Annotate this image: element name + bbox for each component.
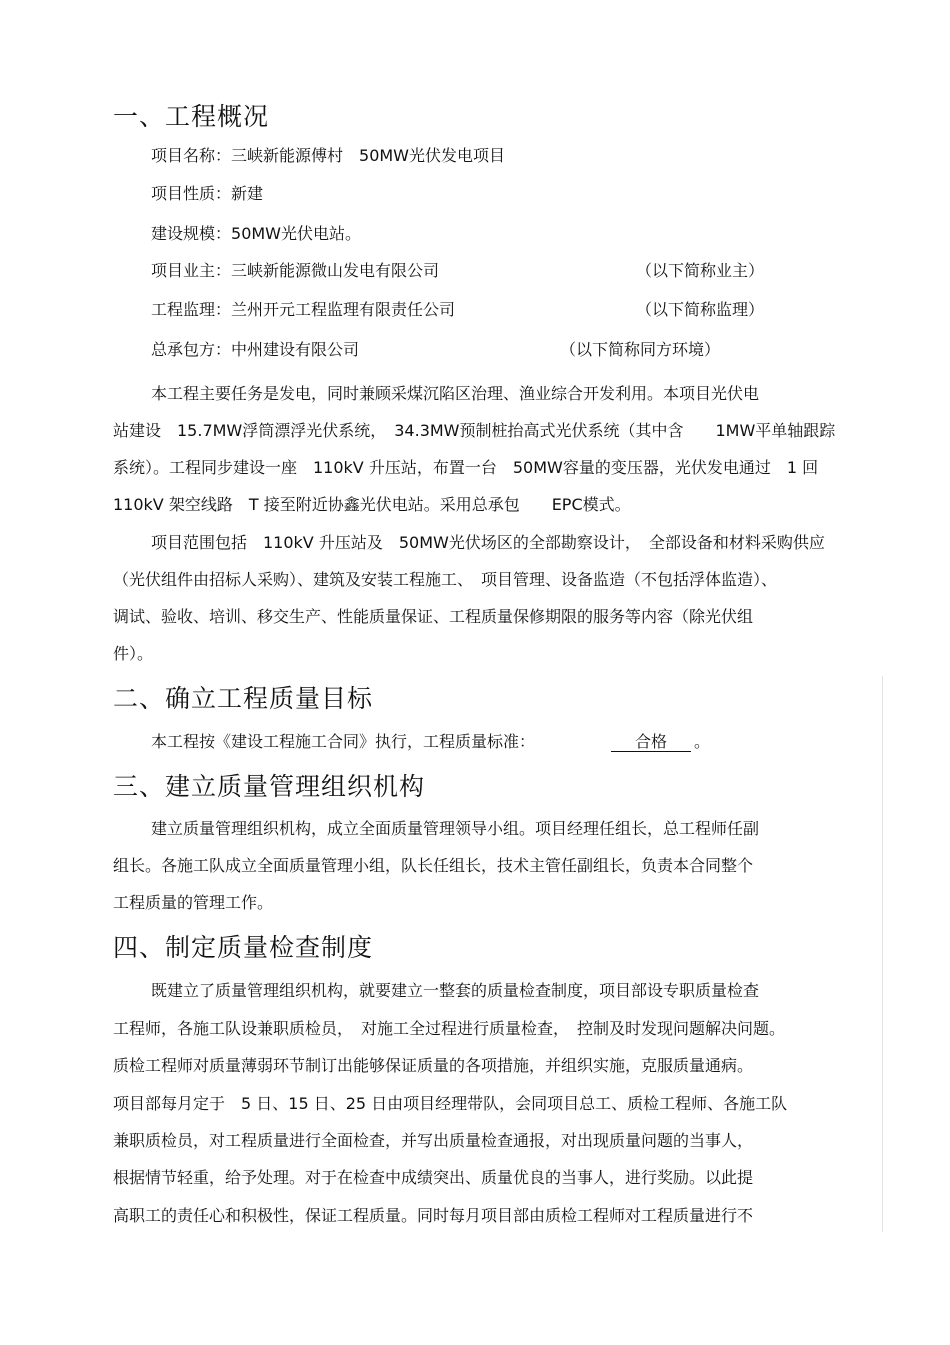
build-scale-label: 建设规模： [151, 224, 232, 243]
project-owner-label: 项目业主： [151, 261, 232, 280]
paragraph-line: 件）。 [113, 644, 154, 663]
paragraph-line: 建立质量管理组织机构，成立全面质量管理领导小组。项目经理任组长，总工程师任副 [151, 819, 760, 838]
paragraph-line: 本工程主要任务是发电，同时兼顾采煤沉陷区治理、渔业综合开发利用。本项目光伏电 [151, 384, 760, 403]
contractor-value: 中州建设有限公司 [231, 340, 360, 359]
project-owner-line [151, 260, 439, 282]
quality-standard-value: 合格 [611, 733, 691, 752]
build-scale-line [151, 223, 361, 245]
contractor-line [151, 339, 359, 361]
paragraph-line: 兼职质检员，对工程质量进行全面检查，并写出质量检查通报，对出现质量问题的当事人， [113, 1131, 754, 1150]
supervisor-label: 工程监理： [151, 300, 232, 319]
section-1-heading: 一、工程概况 [113, 102, 270, 131]
paragraph-line: 项目范围包括 110kV 升压站及 50MW光伏场区的全部勘察设计， 全部设备和材料采购供应 [151, 533, 825, 552]
contractor-note: （以下简称同方环境） [560, 340, 721, 359]
paragraph-line: 组长。各施工队成立全面质量管理小组，队长任组长，技术主管任副组长，负责本合同整个 [113, 856, 754, 875]
contractor-label: 总承包方： [151, 340, 232, 359]
quality-standard-text: 本工程按《建设工程施工合同》执行，工程质量标准： [151, 732, 536, 751]
paragraph-line: （光伏组件由招标人采购）、建筑及安装工程施工、 项目管理、设备监造（不包括浮体监造）、 [113, 570, 778, 589]
quality-standard-field [611, 731, 691, 753]
paragraph-line: 项目部每月定于 5 日、15 日、25 日由项目经理带队，会同项目总工、质检工程师、各施工队 [113, 1094, 788, 1113]
supervisor-note: （以下简称监理） [636, 300, 765, 319]
project-nature-line [151, 183, 263, 205]
page-edge-rule [882, 676, 883, 1232]
quality-standard-end: 。 [694, 732, 711, 751]
paragraph-line: 110kV 架空线路 T 接至附近协鑫光伏电站。采用总承包 EPC模式。 [113, 495, 631, 514]
section-3-heading: 三、建立质量管理组织机构 [113, 772, 426, 801]
project-name-value: 三峡新能源傅村 50MW光伏发电项目 [231, 146, 506, 165]
paragraph-line: 调试、验收、培训、移交生产、性能质量保证、工程质量保修期限的服务等内容（除光伏组 [113, 607, 754, 626]
paragraph-line: 站建设 15.7MW浮筒漂浮光伏系统， 34.3MW预制桩抬高式光伏系统（其中含 1MW平单轴跟踪 [113, 421, 836, 440]
supervisor-value: 兰州开元工程监理有限责任公司 [231, 300, 456, 319]
paragraph-line: 质检工程师对质量薄弱环节制订出能够保证质量的各项措施，并组织实施，克服质量通病。 [113, 1056, 754, 1075]
section-4-heading: 四、制定质量检查制度 [113, 933, 374, 962]
paragraph-line: 系统）。工程同步建设一座 110kV 升压站，布置一台 50MW容量的变压器，光伏发电通过 1 回 [113, 458, 819, 477]
project-name-line [151, 145, 505, 167]
paragraph-line: 高职工的责任心和积极性，保证工程质量。同时每月项目部由质检工程师对工程质量进行不 [113, 1206, 754, 1225]
supervisor-line [151, 299, 455, 321]
paragraph-line: 工程质量的管理工作。 [113, 893, 274, 912]
paragraph-line: 根据情节轻重，给予处理。对于在检查中成绩突出、质量优良的当事人，进行奖励。以此提 [113, 1168, 754, 1187]
build-scale-value: 50MW光伏电站。 [231, 224, 362, 243]
project-name-label: 项目名称： [151, 146, 232, 165]
paragraph-line: 既建立了质量管理组织机构，就要建立一整套的质量检查制度，项目部设专职质量检查 [151, 981, 760, 1000]
paragraph-line: 工程师，各施工队设兼职质检员， 对施工全过程进行质量检查， 控制及时发现问题解决问题。 [113, 1019, 786, 1038]
project-owner-note: （以下简称业主） [636, 261, 765, 280]
project-nature-value: 新建 [231, 184, 264, 203]
quality-standard-line [151, 731, 535, 753]
section-2-heading: 二、确立工程质量目标 [113, 684, 374, 713]
project-owner-value: 三峡新能源微山发电有限公司 [231, 261, 440, 280]
project-nature-label: 项目性质： [151, 184, 232, 203]
